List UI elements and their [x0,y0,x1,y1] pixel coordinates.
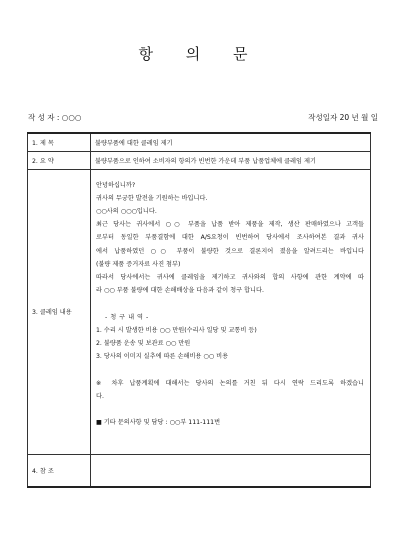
summary-value: 불량부품으로 인하여 소비자의 항의가 빈번한 가운데 부품 납품업체에 클레임 제기 [91,151,371,169]
spacer [96,363,364,376]
claim-line: 따라서 당사에서는 귀사에 클레임을 제기하고 귀사와의 합의 사항에 관한 계약에 따 [96,273,364,281]
claim-line: ○○사의 ○○○입니다. [96,207,157,215]
claim-content-cell [91,169,371,454]
claim-line: 최근 당사는 귀사에서 ○○ 부품을 납품 받아 제품을 제작, 생산 판매하였으나 고객들 [96,221,364,229]
claim-item: 3. 당사의 이미지 실추에 따른 손해비용 ○○ 비용 [96,353,229,361]
claim-line: 안녕하십니까? [96,181,136,189]
reference-row [28,454,371,487]
author-line: 작 성 자 : ○○○ [28,113,82,122]
summary-row [28,151,371,169]
subject-label: 1. 제 목 [28,133,91,151]
claim-label: 3. 클레임 내용 [28,169,91,454]
reference-label: 4. 참 조 [28,454,91,487]
subject-value: 불량부품에 대한 클레임 제기 [91,133,371,151]
claim-item: 2. 불량품 운송 및 보관료 ○○ 만원 [96,339,191,347]
summary-label: 2. 요 약 [28,151,91,169]
claim-line: 귀사의 무궁한 발전을 기원하는 바입니다. [96,194,208,202]
document-title: 항 의 문 [138,45,262,63]
future-note: ※ 차후 납품계획에 대해서는 당사의 논의를 거친 뒤 다시 연락 드리도록 하겠습니 [96,379,364,387]
claim-item: 1. 수리 시 발생한 비용 ○○ 만원(수리사 일당 및 교통비 등) [96,326,257,334]
protest-form-table [27,132,371,488]
spacer [96,403,364,416]
future-note-end: 다. [96,392,104,400]
claim-line: 에서 납품하였던 ○○ 부품이 불량한 것으로 결론지어 졌음을 알려드리는 바입니다 [96,247,364,255]
claim-body [91,170,370,430]
spacer [96,297,364,310]
date-line: 작성일자 20 년 월 일 [308,113,378,122]
contact-info: ■ 기타 문의사항 및 담당 : ○○부 111-111번 [96,419,221,427]
claim-list-header: - 청 구 내 역 - [105,313,149,321]
subject-row [28,133,371,151]
claim-row [28,169,371,454]
reference-value [91,454,371,487]
claim-line: 로부터 동일한 부품결함에 대한 A/S요청이 빈번하여 당사에서 조사하여본 결과 귀사 [96,234,364,242]
claim-line: 라 ○○ 부품 불량에 대한 손해배상을 다음과 같이 청구 합니다. [96,287,264,295]
claim-line: (불량 제품 증거자료 사진 첨부) [96,260,181,268]
